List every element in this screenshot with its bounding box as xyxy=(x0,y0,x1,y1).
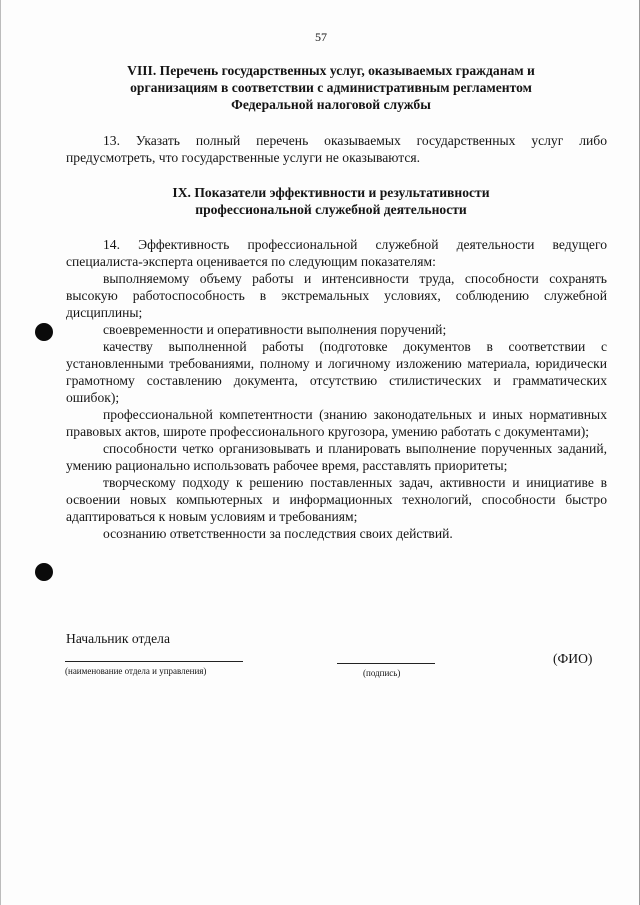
department-signature-line xyxy=(65,661,243,662)
page-number: 57 xyxy=(315,30,327,44)
section-8-title-line: VIII. Перечень государственных услуг, оказываемых гражданам и xyxy=(127,63,535,78)
indicator-item: качеству выполненной работы (подготовке документов в соответствии с установленными требованиями, полному и логичному изложению материала, юридически грамотному составлению документа, отсутствию стилистических и грамматических ошибок); xyxy=(66,339,607,405)
signature-line xyxy=(337,663,435,664)
section-8-title-line: Федеральной налоговой службы xyxy=(231,97,431,112)
department-caption: (наименование отдела и управления) xyxy=(65,666,207,676)
section-9-title-line: IX. Показатели эффективности и результативности xyxy=(172,185,490,200)
section-9-title-line: профессиональной служебной деятельности xyxy=(195,202,467,217)
binder-hole-mark xyxy=(35,563,53,581)
signer-position: Начальник отдела xyxy=(66,631,170,646)
indicator-item: способности четко организовывать и планировать выполнение порученных заданий, умению рационально использовать рабочее время, расставлять приоритеты; xyxy=(66,441,607,473)
full-name-placeholder: (ФИО) xyxy=(553,651,593,666)
indicator-item: творческому подходу к решению поставленных задач, активности и инициативе в освоении новых компьютерных и информационных технологий, способности быстро адаптироваться к новым условиям и требованиям; xyxy=(66,475,607,524)
indicator-item: своевременности и оперативности выполнения поручений; xyxy=(103,322,447,337)
indicator-item: осознанию ответственности за последствия своих действий. xyxy=(103,526,453,541)
section-9-title xyxy=(61,184,601,218)
indicator-item: профессиональной компетентности (знанию законодательных и иных нормативных правовых актов, широте профессионального кругозора, умению работать с документами); xyxy=(66,407,607,439)
section-8-title xyxy=(61,62,601,113)
item-14-block xyxy=(66,236,607,542)
item-14-intro: 14. Эффективность профессиональной служебной деятельности ведущего специалиста-эксперта оценивается по следующим показателям: xyxy=(66,237,607,269)
item-13-paragraph: 13. Указать полный перечень оказываемых государственных услуг либо предусмотреть, что государственные услуги не оказываются. xyxy=(66,133,607,165)
signature-caption: (подпись) xyxy=(363,668,401,678)
binder-hole-mark xyxy=(35,323,53,341)
section-8-title-line: организациям в соответствии с административным регламентом xyxy=(130,80,532,95)
indicator-item: выполняемому объему работы и интенсивности труда, способности сохранять высокую работоспособность в экстремальных условиях, соблюдению служебной дисциплины; xyxy=(66,271,607,320)
